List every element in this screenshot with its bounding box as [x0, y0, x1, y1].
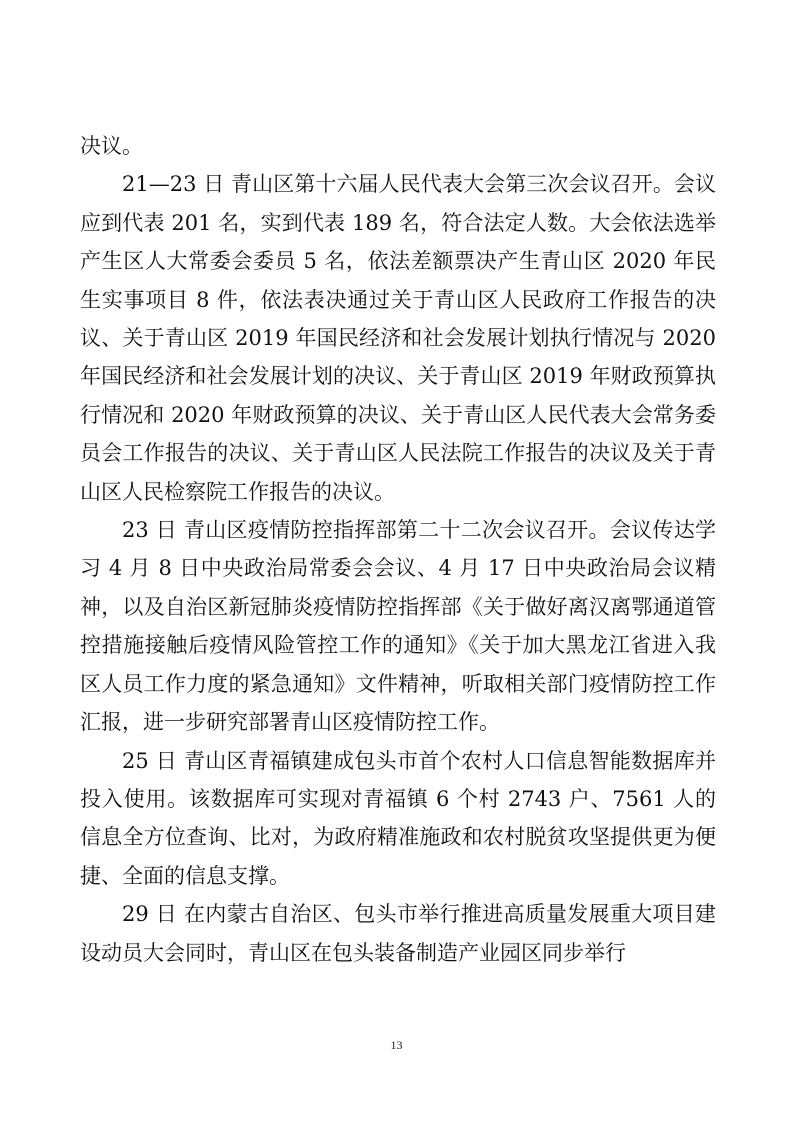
paragraph-entry-21-23: 21—23 日 青山区第十六届人民代表大会第三次会议召开。会议应到代表 201 名，实到代表 189 名，符合法定人数。大会依法选举产生区人大常委会委员 5 名，依法差额票决产生青山区 2020 年民生实事项目 8 件，依法表决通过关于青山区人民政府工作报告的决议、关于青山区 2019 年国民经济和社会发展计划执行情况与 2020 年国民经济和社会发展计划的决议、关于青山区 2019 年财政预算执行情况和 2020 年财政预算的决议、关于青山区人民代表大会常务委员会工作报告的决议、关于青山区人民法院工作报告的决议及关于青山区人民检察院工作报告的决议。 — [80, 172, 716, 504]
paragraph-entry-23: 23 日 青山区疫情防控指挥部第二十二次会议召开。会议传达学习 4 月 8 日中央政治局常委会会议、4 月 17 日中央政治局会议精神，以及自治区新冠肺炎疫情防控指挥部《关于做好离汉离鄂通道管控措施接触后疫情风险管控工作的通知》《关于加大黑龙江省进入我区人员工作力度的紧急通知》文件精神，听取相关部门疫情防控工作汇报，进一步研究部署青山区疫情防控工作。 — [80, 518, 716, 735]
paragraph-continuation: 决议。 — [80, 134, 143, 158]
paragraph-entry-25: 25 日 青山区青福镇建成包头市首个农村人口信息智能数据库并投入使用。该数据库可实现对青福镇 6 个村 2743 户、7561 人的信息全方位查询、比对，为政府精准施政和农村脱贫攻坚提供更为便捷、全面的信息支撑。 — [80, 748, 716, 888]
paragraph-entry-29: 29 日 在内蒙古自治区、包头市举行推进高质量发展重大项目建设动员大会同时，青山区在包头装备制造产业园区同步举行 — [80, 902, 716, 965]
body-text — [80, 127, 716, 972]
page-number: 13 — [390, 1038, 403, 1052]
